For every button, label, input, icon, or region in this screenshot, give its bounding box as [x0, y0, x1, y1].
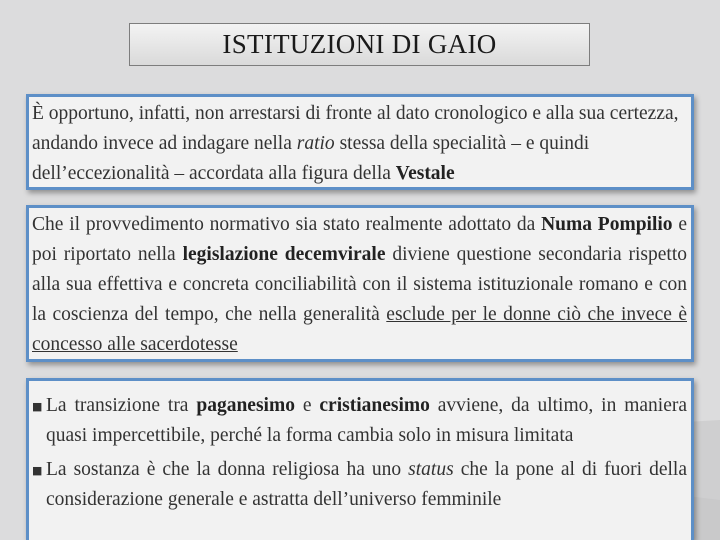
underlined-text: esclude per le donne ciò che invece è concesso alle sacerdotesse	[32, 304, 687, 355]
paragraph-2	[32, 210, 687, 360]
bold-term: cristianesimo	[319, 395, 430, 416]
bullet-item-2	[32, 455, 687, 515]
page-title: ISTITUZIONI DI GAIO	[222, 29, 497, 59]
bullet-text-2	[46, 455, 687, 515]
bullet-text-1	[46, 391, 687, 451]
text-span: che la pone al di fuori della considerazione generale e astratta dell’universo femminile	[46, 459, 687, 510]
text-card-1	[26, 94, 694, 190]
bold-term: Vestale	[395, 163, 455, 184]
text-span: Che il provvedimento normativo sia stato realmente adottato da	[32, 214, 542, 235]
bullet-square-icon: ■	[32, 400, 43, 413]
text-span: È opportuno, infatti, non arrestarsi di fronte al dato cronologico e alla sua certezza, andando invece ad indagare nella	[32, 103, 679, 154]
text-span: e	[294, 395, 320, 416]
text-span: La transizione tra	[46, 395, 197, 416]
bullet-item-1	[32, 391, 687, 451]
bold-term: legislazione decemvirale	[182, 244, 386, 265]
text-span: La sostanza è che la donna religiosa ha uno	[46, 459, 409, 480]
italic-term: ratio	[296, 133, 335, 154]
text-card-2	[26, 205, 694, 362]
text-span: stessa della specialità – e quindi dell’eccezionalità – accordata alla figura della	[32, 133, 590, 184]
title-box	[129, 23, 590, 66]
text-span: avviene, da ultimo, in maniera quasi impercettibile, perché la forma cambia solo in misura limitata	[46, 395, 688, 446]
paragraph-1	[32, 99, 687, 189]
text-card-3	[26, 378, 694, 540]
bold-term: paganesimo	[196, 395, 295, 416]
bullet-square-icon: ■	[32, 464, 43, 477]
text-span: e poi riportato nella	[32, 214, 688, 265]
text-span: diviene questione secondaria rispetto alla sua effettiva e concreta conciliabilità con il sistema istituzionale romano e con la coscienza del tempo, che nella generalità	[32, 244, 687, 325]
italic-term: status	[408, 459, 454, 480]
bold-term: Numa Pompilio	[541, 214, 673, 235]
